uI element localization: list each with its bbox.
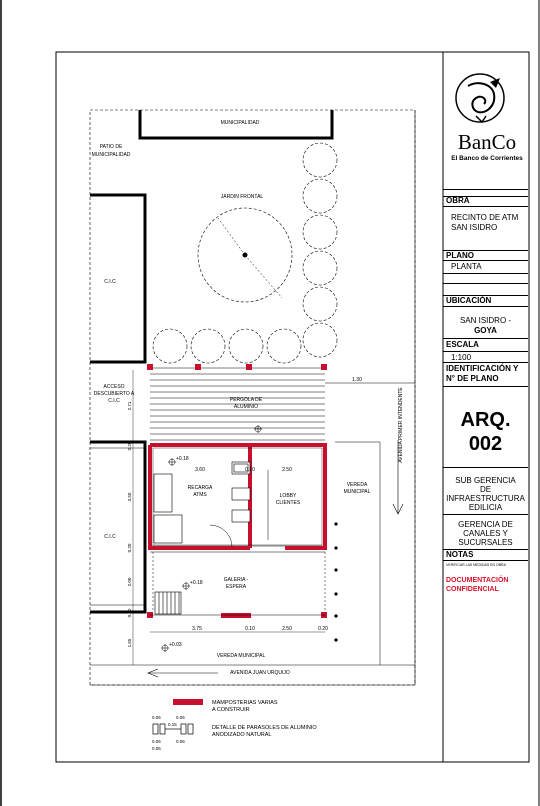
dim-010b: 0.10 <box>245 626 255 632</box>
legend-d006: 0.06 <box>176 739 185 744</box>
legend-d005b: 0.05 <box>176 715 185 720</box>
dim-250b: 2.50 <box>282 626 292 632</box>
banco-logo-icon <box>452 72 522 132</box>
dim-020c: 0.20 <box>127 608 132 618</box>
escala-value: 1:100 <box>451 353 472 362</box>
level-2: +0.18 <box>190 580 203 586</box>
sub-line2: DE <box>479 485 492 494</box>
conf-line1: DOCUMENTACIÓN <box>446 577 509 584</box>
obra-line2: SAN ISIDRO <box>451 223 498 232</box>
ubicacion-label: UBICACIÓN <box>446 296 492 305</box>
legend <box>152 699 317 751</box>
plano-value: PLANTA <box>451 262 482 271</box>
level-1: +0.18 <box>176 456 189 462</box>
ger-line1: GERENCIA DE <box>458 520 513 529</box>
dim-130: 1.30 <box>352 377 362 383</box>
ident-line1: IDENTIFICACIÓN Y <box>446 364 519 373</box>
label-acceso-3: C.I.C <box>108 398 120 404</box>
label-vereda-right-2: MUNICIPAL <box>343 489 371 495</box>
legend-d005c: 0.05 <box>152 739 161 744</box>
ident-line2: N° DE PLANO <box>446 374 499 383</box>
banco-logo-subtitle: El Banco de Corrientes <box>451 155 523 162</box>
ger-line2: CANALES Y <box>463 529 508 538</box>
label-cic-top: C.I.C <box>104 279 116 285</box>
dim-271: 2.71 <box>127 401 132 411</box>
legend-detalle-1: DETALLE DE PARASOLES DE ALUMINIO <box>212 725 317 731</box>
label-galeria-1: GALERIA - <box>223 577 249 583</box>
label-acceso-1: ACCESO <box>103 384 125 390</box>
legend-d005d: 0.05 <box>152 746 161 751</box>
label-avenida-vertical: AVENIDA PRIMER INTENDENTE <box>398 387 404 463</box>
label-acceso-2: DESCUBIERTO A <box>93 391 135 397</box>
notas-small: VERIFICAR LAS MEDIDAS EN OBRA <box>446 563 506 567</box>
sub-line3: INFRAESTRUCTURA <box>446 494 525 503</box>
plano-label: PLANO <box>446 251 474 260</box>
legend-d005a: 0.05 <box>152 715 161 720</box>
ger-line3: SUCURSALES <box>458 538 513 547</box>
legend-mamposterias-2: A CONSTRUIR <box>212 707 250 713</box>
banco-logo-text: BanCo <box>457 130 517 154</box>
arq-line1: ARQ. <box>460 409 511 431</box>
sub-line1: SUB GERENCIA <box>455 476 516 485</box>
label-patio-1: PATIO DE <box>99 144 123 150</box>
legend-detalle-2: ANODIZADO NATURAL <box>212 732 272 738</box>
dim-350: 3.50 <box>127 492 132 502</box>
notas-label: NOTAS <box>446 550 474 559</box>
label-avenida-juan: AVENIDA JUAN URQUIJO <box>230 670 290 676</box>
label-municipalidad: MUNICIPALIDAD <box>220 120 260 126</box>
legend-red-swatch <box>173 699 203 705</box>
dim-010a: 0.10 <box>245 467 255 473</box>
sub-line4: EDILICIA <box>468 503 503 512</box>
dim-165: 1.65 <box>127 638 132 648</box>
label-cic-bottom: C.I.C <box>104 534 116 540</box>
floor-plan <box>90 110 415 685</box>
label-recarga-2: ATMS <box>193 492 207 498</box>
label-galeria-2: ESPERA <box>225 584 247 590</box>
ubicacion-line1: SAN ISIDRO - <box>459 316 512 325</box>
ubicacion-line2: GOYA <box>474 326 497 335</box>
dim-020b: 0.20 <box>127 543 132 553</box>
dim-200: 2.00 <box>127 577 132 587</box>
label-vereda-bottom: VEREDA MUNICIPAL <box>216 653 266 659</box>
label-lobby-1: LOBBY <box>279 493 297 499</box>
arq-line2: 002 <box>468 433 503 455</box>
label-vereda-right-1: VEREDA <box>346 482 368 488</box>
label-patio-2: MUNICIPALIDAD <box>91 152 131 158</box>
dim-375: 3.75 <box>192 626 202 632</box>
label-pergola-2: ALUMINIO <box>233 404 259 410</box>
dim-360: 3.60 <box>195 467 205 473</box>
atm-units <box>154 462 250 543</box>
level-3: +0.03 <box>169 642 182 648</box>
label-recarga-1: RECARGA <box>187 485 213 491</box>
label-lobby-2: CLIENTES <box>275 500 301 506</box>
dim-020d: 0.20 <box>318 626 328 632</box>
dim-250a: 2.50 <box>282 467 292 473</box>
obra-line1: RECINTO DE ATM <box>451 213 519 222</box>
escala-label: ESCALA <box>446 340 479 349</box>
legend-d015: 0.15 <box>168 722 177 727</box>
label-pergola-1: PERGOLA DE <box>229 397 263 403</box>
dim-020a: 0.20 <box>127 441 132 451</box>
label-jardin: JARDIN FRONTAL <box>220 194 264 200</box>
conf-line2: CONFIDENCIAL <box>446 586 499 593</box>
legend-mamposterias-1: MAMPOSTERIAS VARIAS <box>212 700 278 706</box>
obra-label: OBRA <box>446 196 470 205</box>
stairs <box>155 592 181 614</box>
